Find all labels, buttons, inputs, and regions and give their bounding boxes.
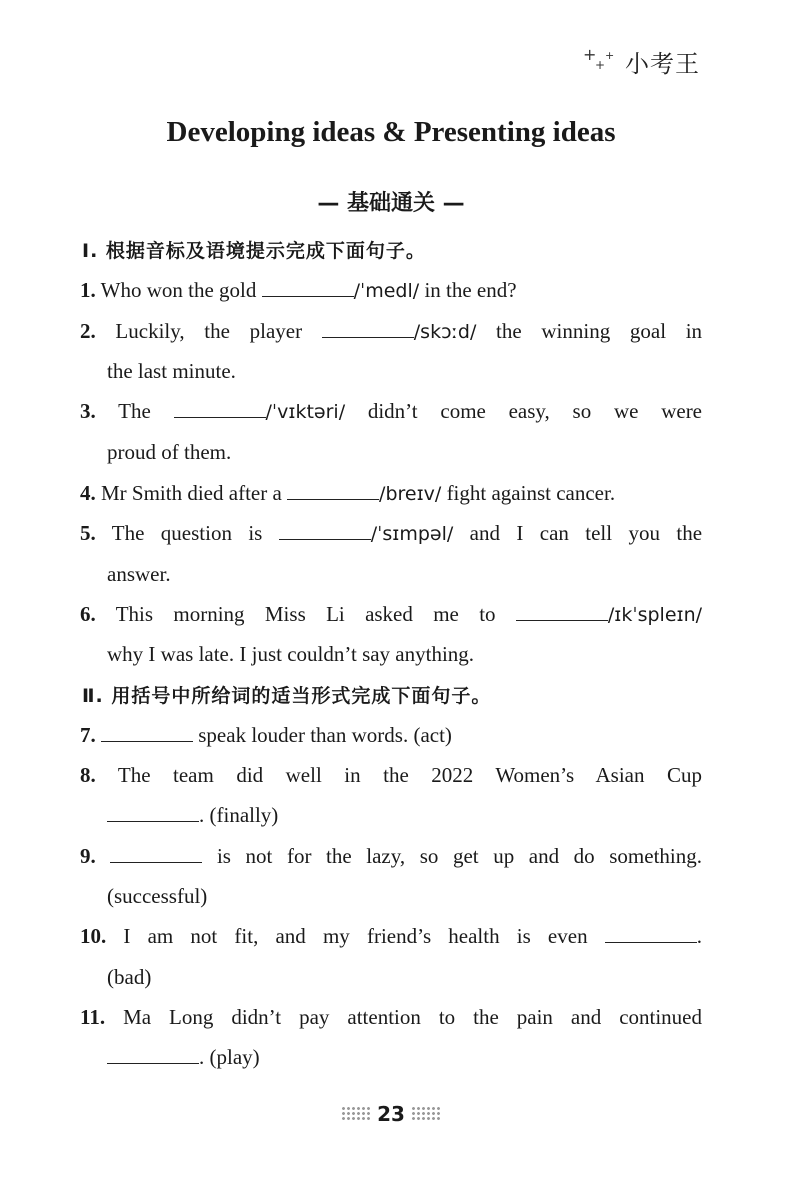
- answer-blank[interactable]: [110, 844, 202, 863]
- question-9: [80, 844, 702, 869]
- page-number: 23: [377, 1102, 405, 1126]
- question-text: speak louder than words.: [198, 723, 409, 747]
- phonetic-hint: /skɔːd/: [413, 321, 477, 343]
- question-5: [80, 521, 702, 546]
- sparkle-icon: + + +: [583, 44, 615, 72]
- question-text: The team did well in the 2022 Women’s Asian Cup: [117, 763, 703, 787]
- question-number: 7.: [80, 723, 96, 747]
- question-6-continued: why I was late. I just couldn’t say anything.: [107, 642, 475, 666]
- question-10-continued: (bad): [107, 965, 152, 989]
- question-1: [80, 278, 702, 303]
- question-6: [80, 602, 702, 627]
- answer-blank[interactable]: [174, 399, 266, 418]
- answer-blank[interactable]: [322, 319, 414, 338]
- question-text: The question is: [111, 521, 263, 545]
- question-number: 8.: [80, 763, 96, 787]
- question-8: [80, 763, 702, 788]
- question-4: [80, 481, 702, 506]
- question-text: Ma Long didn’t pay attention to the pain and continued: [123, 1005, 703, 1029]
- question-number: 3.: [80, 399, 96, 423]
- question-text: the winning goal in: [496, 319, 703, 343]
- question-text: The: [118, 399, 151, 423]
- word-hint: (play): [209, 1045, 260, 1069]
- question-number: 10.: [80, 924, 107, 948]
- question-number: 2.: [80, 319, 96, 343]
- phonetic-hint: /breɪv/: [379, 483, 442, 505]
- question-text: fight against cancer.: [446, 481, 616, 505]
- question-number: 4.: [80, 481, 96, 505]
- question-2-continued: the last minute.: [107, 359, 236, 383]
- answer-blank[interactable]: [287, 481, 379, 500]
- question-3: [80, 399, 702, 424]
- answer-blank[interactable]: [516, 602, 608, 621]
- dot-pattern-icon: [411, 1106, 441, 1122]
- word-hint: (act): [413, 723, 452, 747]
- answer-blank[interactable]: [107, 803, 199, 822]
- question-9-continued: (successful): [107, 884, 208, 908]
- brand-header: [583, 44, 700, 79]
- question-number: 5.: [80, 521, 96, 545]
- answer-blank[interactable]: [262, 278, 354, 297]
- answer-blank[interactable]: [279, 521, 371, 540]
- section-heading: — 基础通关 —: [317, 191, 465, 216]
- question-text: is not for the lazy, so get up and do something.: [216, 844, 703, 868]
- answer-blank[interactable]: [101, 723, 193, 742]
- question-11-continued: . (play): [107, 1045, 702, 1070]
- question-8-continued: . (finally): [107, 803, 702, 828]
- question-2: [80, 319, 702, 344]
- phonetic-hint: /ˈmedl/: [353, 280, 420, 302]
- answer-blank[interactable]: [605, 924, 697, 943]
- question-text: Luckily, the player: [115, 319, 303, 343]
- brand-name: 小考王: [625, 50, 700, 78]
- question-text: Who won the gold: [100, 278, 257, 302]
- question-text: Mr Smith died after a: [101, 481, 282, 505]
- question-10: 10. I am not fit, and my friend’s health is even .: [80, 924, 702, 948]
- phonetic-hint: /ˈsɪmpəl/: [370, 523, 454, 545]
- question-text: This morning Miss Li asked me to: [115, 602, 496, 626]
- page-footer: [0, 1102, 782, 1126]
- question-7: [80, 723, 702, 748]
- question-number: 6.: [80, 602, 96, 626]
- question-3-continued: proud of them.: [107, 440, 232, 464]
- part-2-title: Ⅱ. 用括号中所给词的适当形式完成下面句子。: [82, 685, 492, 707]
- question-text: I am not fit, and my friend’s health is even: [123, 924, 588, 948]
- question-5-continued: answer.: [107, 562, 171, 586]
- question-number: 9.: [80, 844, 96, 868]
- page-title: Developing ideas & Presenting ideas: [166, 116, 616, 148]
- word-hint: (finally): [209, 803, 279, 827]
- question-11: [80, 1005, 702, 1030]
- phonetic-hint: /ɪkˈspleɪn/: [607, 604, 703, 626]
- question-text: and I can tell you the: [469, 521, 703, 545]
- question-number: 1.: [80, 278, 96, 302]
- answer-blank[interactable]: [107, 1045, 199, 1064]
- dot-pattern-icon: [341, 1106, 371, 1122]
- question-text: didn’t come easy, so we were: [367, 399, 703, 423]
- phonetic-hint: /ˈvɪktəri/: [265, 401, 346, 423]
- question-text: in the end?: [424, 278, 517, 302]
- part-1-title: Ⅰ. 根据音标及语境提示完成下面句子。: [82, 240, 426, 262]
- question-number: 11.: [80, 1005, 106, 1029]
